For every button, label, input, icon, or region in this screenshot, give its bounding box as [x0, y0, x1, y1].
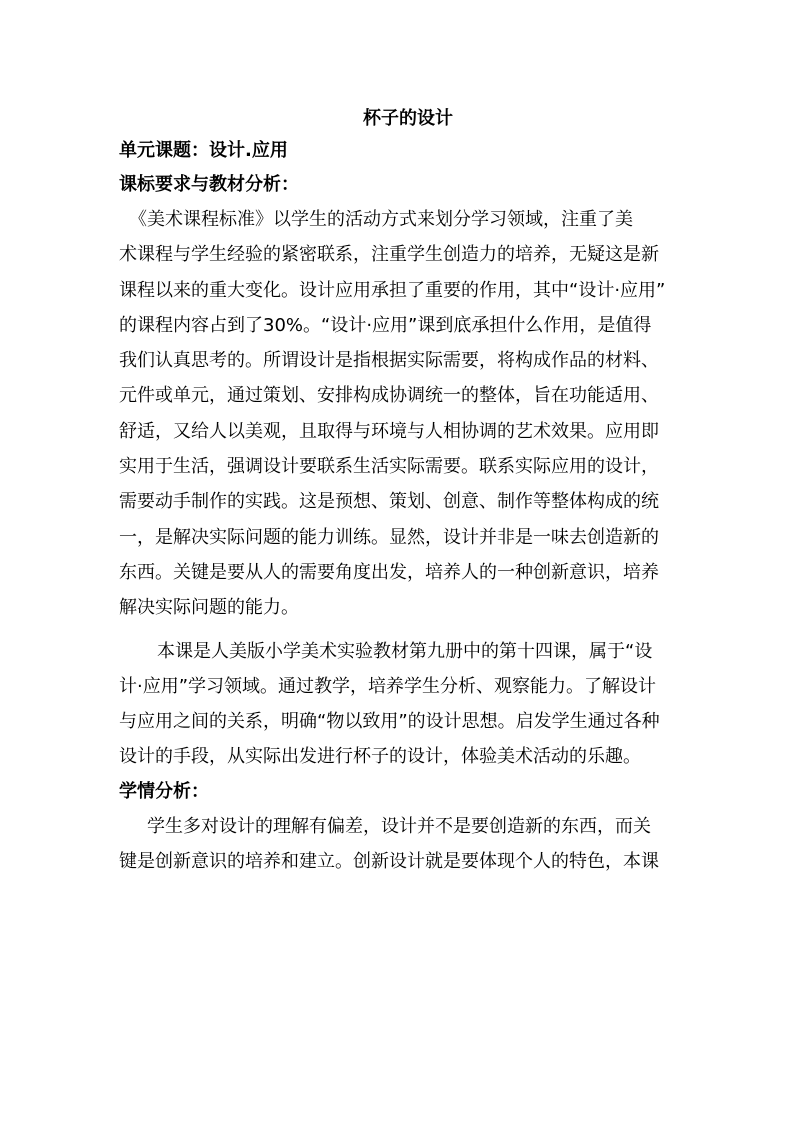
paragraph-student-analysis [119, 809, 681, 880]
paragraph-line: 计·应用”学习领域。通过教学，培养学生分析、观察能力。了解设计 [119, 675, 657, 697]
section-heading-student-analysis: 学情分析： [119, 780, 209, 802]
paragraph-line: 学生多对设计的理解有偏差，设计并不是要创造新的东西，而关 [147, 815, 651, 837]
section-heading-curriculum: 课标要求与教材分析： [119, 174, 299, 195]
paragraph-curriculum-analysis [119, 202, 681, 626]
paragraph-line: 一，是解决实际问题的能力训练。显然，设计并非是一味去创造新的 [119, 526, 659, 548]
paragraph-line: 术课程与学生经验的紧密联系，注重学生创造力的培养，无疑这是新 [119, 244, 659, 266]
paragraph-lesson-description [119, 634, 681, 775]
paragraph-line: 《美术课程标准》以学生的活动方式来划分学习领域，注重了美 [129, 209, 633, 230]
paragraph-line: 东西。关键是要从人的需要角度出发，培养人的一种创新意识，培养 [119, 561, 659, 583]
paragraph-line: 我们认真思考的。所谓设计是指根据实际需要，将构成作品的材料、 [119, 350, 659, 372]
document-title: 杯子的设计 [363, 108, 453, 129]
paragraph-line: 元件或单元，通过策划、安排构成协调统一的整体，旨在功能适用、 [119, 385, 659, 407]
paragraph-line: 设计的手段，从实际出发进行杯子的设计，体验美术活动的乐趣。 [119, 746, 641, 768]
paragraph-line: 实用于生活，强调设计要联系生活实际需要。联系实际应用的设计， [119, 456, 659, 478]
paragraph-line: 需要动手制作的实践。这是预想、策划、创意、制作等整体构成的统 [119, 491, 659, 513]
document-body [119, 103, 681, 879]
paragraph-line: 与应用之间的关系，明确“物以致用”的设计思想。启发学生通过各种 [119, 711, 660, 733]
unit-label: 单元课题：设计.应用 [119, 140, 288, 161]
paragraph-line: 舒适，又给人以美观，且取得与环境与人相协调的艺术效果。应用即 [119, 420, 659, 442]
paragraph-line: 本课是人美版小学美术实验教材第九册中的第十四课，属于“设 [157, 640, 653, 662]
paragraph-line: 解决实际问题的能力。 [119, 597, 299, 619]
paragraph-line: 键是创新意识的培养和建立。创新设计就是要体现个人的特色，本课 [119, 851, 659, 873]
paragraph-gap [119, 626, 681, 634]
paragraph-line: 的课程内容占到了30%。“设计·应用”课到底承担什么作用，是值得 [119, 314, 652, 336]
paragraph-line: 课程以来的重大变化。设计应用承担了重要的作用，其中“设计·应用” [119, 279, 666, 301]
